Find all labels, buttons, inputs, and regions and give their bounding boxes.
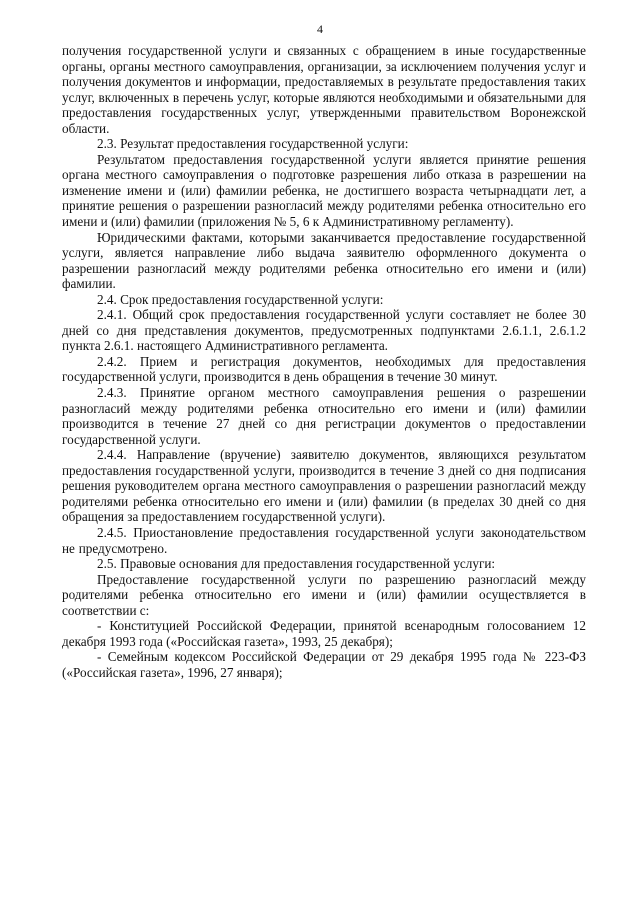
section-heading-2-5: 2.5. Правовые основания для предоставления государственной услуги: [97, 556, 496, 572]
paragraph-continuation: получения государственной услуги и связанных с обращением в иные государственные органы, органы местного самоуправления, организации, за исключением получения услуг и получения документов и информации, предоставляемых в результате предоставления таких услуг, включенных в перечень услуг, которые являются необходимыми и обязательными для предоставления государственных услуг, утвержденными правительством Воронежской области. [62, 43, 586, 136]
paragraph-legal-basis: Предоставление государственной услуги по разрешению разногласий между родителями ребенка относительно его имени и (или) фамилии осуществляется в соответствии с: [62, 571, 586, 618]
section-heading-2-3: 2.3. Результат предоставления государственной услуги: [97, 136, 409, 152]
document-body [62, 43, 586, 680]
paragraph-2-4-1: 2.4.1. Общий срок предоставления государственной услуги составляет не более 30 дней со дня представления документов, предусмотренных подпунктами 2.6.1.1, 2.6.1.2 пункта 2.6.1. настоящего Административного регламента. [62, 307, 586, 354]
paragraph-2-4-5: 2.4.5. Приостановление предоставления государственной услуги законодательством не предусмотрено. [62, 524, 586, 556]
paragraph-legal-facts: Юридическими фактами, которыми заканчивается предоставление государственной услуги, является направление либо выдача заявителю оформленного документа о разрешении разногласий между родителями ребенка относительно его имени и (или) фамилии. [62, 229, 586, 292]
paragraph-2-4-2: 2.4.2. Прием и регистрация документов, необходимых для предоставления государственной услуги, производится в день обращения в течение 30 минут. [62, 353, 586, 385]
paragraph-2-4-3: 2.4.3. Принятие органом местного самоуправления решения о разрешении разногласий между родителями ребенка относительно его имени и (или) фамилии производится в течение 27 дней со дня регистрации документов о предоставлении государственной услуги. [62, 385, 586, 447]
page-number: 4 [317, 22, 323, 36]
paragraph-2-4-4: 2.4.4. Направление (вручение) заявителю документов, являющихся результатом предоставления государственной услуги, производится в течение 3 дней со дня подписания решения руководителем органа местного самоуправления о разрешении разногласий между родителями ребенка относительно его имени и (или) фамилии (в пределах 30 дней со дня обращения за предоставлением государственной услуги). [62, 447, 586, 525]
list-item-family-code: - Семейным кодексом Российской Федерации от 29 декабря 1995 года № 223-ФЗ («Российская газета», 1996, 27 января); [62, 649, 586, 680]
section-heading-2-4: 2.4. Срок предоставления государственной услуги: [97, 291, 384, 307]
paragraph-result: Результатом предоставления государственной услуги является принятие решения органа местного самоуправления о подготовке разрешения либо отказа в разрешении на изменение имени и (или) фамилии ребенка, не достигшего возраста четырнадцати лет, а принятие решения о разрешении разногласий между родителями ребенка относительно его имени и (или) фамилии (приложения № 5, 6 к Административному регламенту). [62, 151, 586, 230]
list-item-constitution: - Конституцией Российской Федерации, принятой всенародным голосованием 12 декабря 1993 года («Российская газета», 1993, 25 декабря); [62, 618, 586, 649]
